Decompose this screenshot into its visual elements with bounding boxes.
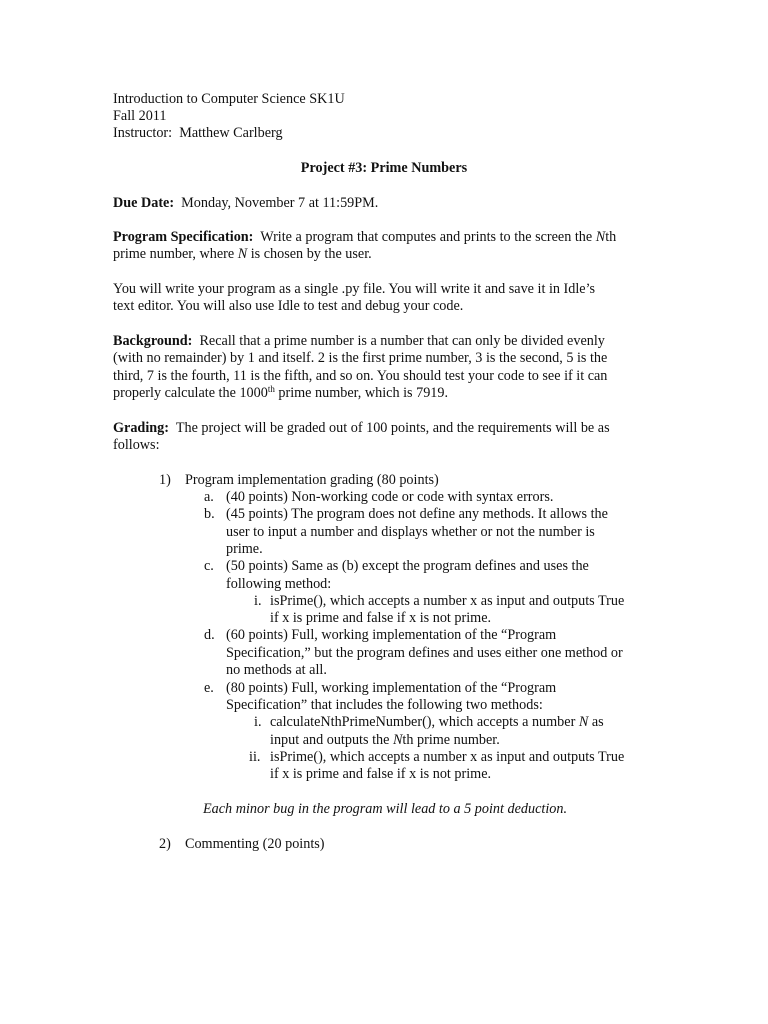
item-d-line-1: (60 points) Full, working implementation of the “Program bbox=[226, 627, 557, 643]
item-d-marker: d. bbox=[204, 627, 215, 643]
spec-var: N bbox=[595, 229, 606, 245]
item-text: input and outputs the bbox=[270, 732, 393, 748]
background-text: Recall that a prime number is a number that can only be divided evenly bbox=[199, 333, 605, 349]
spec-text: is chosen by the user. bbox=[247, 246, 372, 262]
background-text: properly calculate the 1000 bbox=[113, 385, 268, 401]
item-d-line-2: Specification,” but the program defines and uses either one method or bbox=[226, 645, 623, 661]
instructor-name: Matthew Carlberg bbox=[179, 125, 283, 141]
deduction-note: Each minor bug in the program will lead to a 5 point deduction. bbox=[203, 801, 567, 817]
item-b-line-1: (45 points) The program does not define any methods. It allows the bbox=[226, 506, 608, 522]
item-text: calculateNthPrimeNumber(), which accepts a number bbox=[270, 714, 579, 730]
item-a-marker: a. bbox=[204, 489, 214, 505]
spec-text: th bbox=[605, 229, 617, 245]
item-e-i-marker: i. bbox=[254, 714, 262, 730]
item-var: N bbox=[578, 714, 589, 730]
tools-line-1: You will write your program as a single .py file. You will write it and save it in Idle’s bbox=[113, 281, 596, 297]
item-e-ii-line-1: isPrime(), which accepts a number x as input and outputs True bbox=[270, 749, 625, 765]
item-e-ii-line-2: if x is prime and false if x is not prime. bbox=[270, 766, 492, 782]
background-line-2: (with no remainder) by 1 and itself. 2 is the first prime number, 3 is the second, 5 is the bbox=[113, 350, 608, 366]
item-c-i-marker: i. bbox=[254, 593, 262, 609]
grading-label: Grading: bbox=[113, 420, 169, 436]
item-c-marker: c. bbox=[204, 558, 214, 574]
superscript: th bbox=[267, 384, 275, 394]
background-line-3: third, 7 is the fourth, 11 is the fifth, and so on. You should test your code to see if it can bbox=[113, 368, 608, 384]
due-date-text: Monday, November 7 at 11:59PM. bbox=[181, 195, 379, 211]
item-b-line-2: user to input a number and displays whether or not the number is bbox=[226, 524, 595, 540]
item-c-line-1: (50 points) Same as (b) except the program defines and uses the bbox=[226, 558, 589, 574]
spec-line-1 bbox=[113, 229, 616, 246]
item-c-i-line-1: isPrime(), which accepts a number x as input and outputs True bbox=[270, 593, 625, 609]
due-date bbox=[113, 195, 378, 212]
spec-label: Program Specification: bbox=[113, 229, 254, 245]
item-e-i-line-2 bbox=[270, 732, 500, 749]
section-1-title: Program implementation grading (80 points) bbox=[185, 472, 439, 488]
background-text: prime number, which is 7919. bbox=[274, 385, 449, 401]
grading-line-1 bbox=[113, 420, 610, 437]
item-d-line-3: no methods at all. bbox=[226, 662, 327, 678]
item-e-line-2: Specification” that includes the following two methods: bbox=[226, 697, 543, 713]
course-name: Introduction to Computer Science SK1U bbox=[113, 91, 345, 107]
item-a-text: (40 points) Non-working code or code with syntax errors. bbox=[226, 489, 554, 505]
item-e-marker: e. bbox=[204, 680, 214, 696]
spec-var: N bbox=[237, 246, 248, 262]
item-e-ii-marker: ii. bbox=[249, 749, 261, 765]
instructor-line bbox=[113, 125, 283, 142]
background-line-4 bbox=[113, 385, 448, 402]
item-e-line-1: (80 points) Full, working implementation of the “Program bbox=[226, 680, 557, 696]
item-text: th prime number. bbox=[402, 732, 500, 748]
item-var: N bbox=[392, 732, 403, 748]
item-c-line-2: following method: bbox=[226, 576, 332, 592]
instructor-label: Instructor: bbox=[113, 125, 173, 141]
spec-text: prime number, where bbox=[113, 246, 238, 262]
grading-line-2: follows: bbox=[113, 437, 160, 453]
tools-line-2: text editor. You will also use Idle to test and debug your code. bbox=[113, 298, 464, 314]
due-date-label: Due Date: bbox=[113, 195, 175, 211]
section-2-title: Commenting (20 points) bbox=[185, 836, 325, 852]
section-2-number: 2) bbox=[159, 836, 171, 852]
term: Fall 2011 bbox=[113, 108, 167, 124]
item-text: as bbox=[588, 714, 604, 730]
item-b-marker: b. bbox=[204, 506, 215, 522]
section-1-number: 1) bbox=[159, 472, 171, 488]
item-b-line-3: prime. bbox=[226, 541, 263, 557]
item-e-i-line-1 bbox=[270, 714, 604, 731]
item-c-i-line-2: if x is prime and false if x is not prime. bbox=[270, 610, 492, 626]
spec-text: Write a program that computes and prints to the screen the bbox=[260, 229, 596, 245]
grading-text: The project will be graded out of 100 points, and the requirements will be as bbox=[175, 420, 610, 436]
background-label: Background: bbox=[113, 333, 193, 349]
background-line-1 bbox=[113, 333, 605, 350]
project-title: Project #3: Prime Numbers bbox=[300, 160, 468, 176]
spec-line-2 bbox=[113, 246, 372, 263]
